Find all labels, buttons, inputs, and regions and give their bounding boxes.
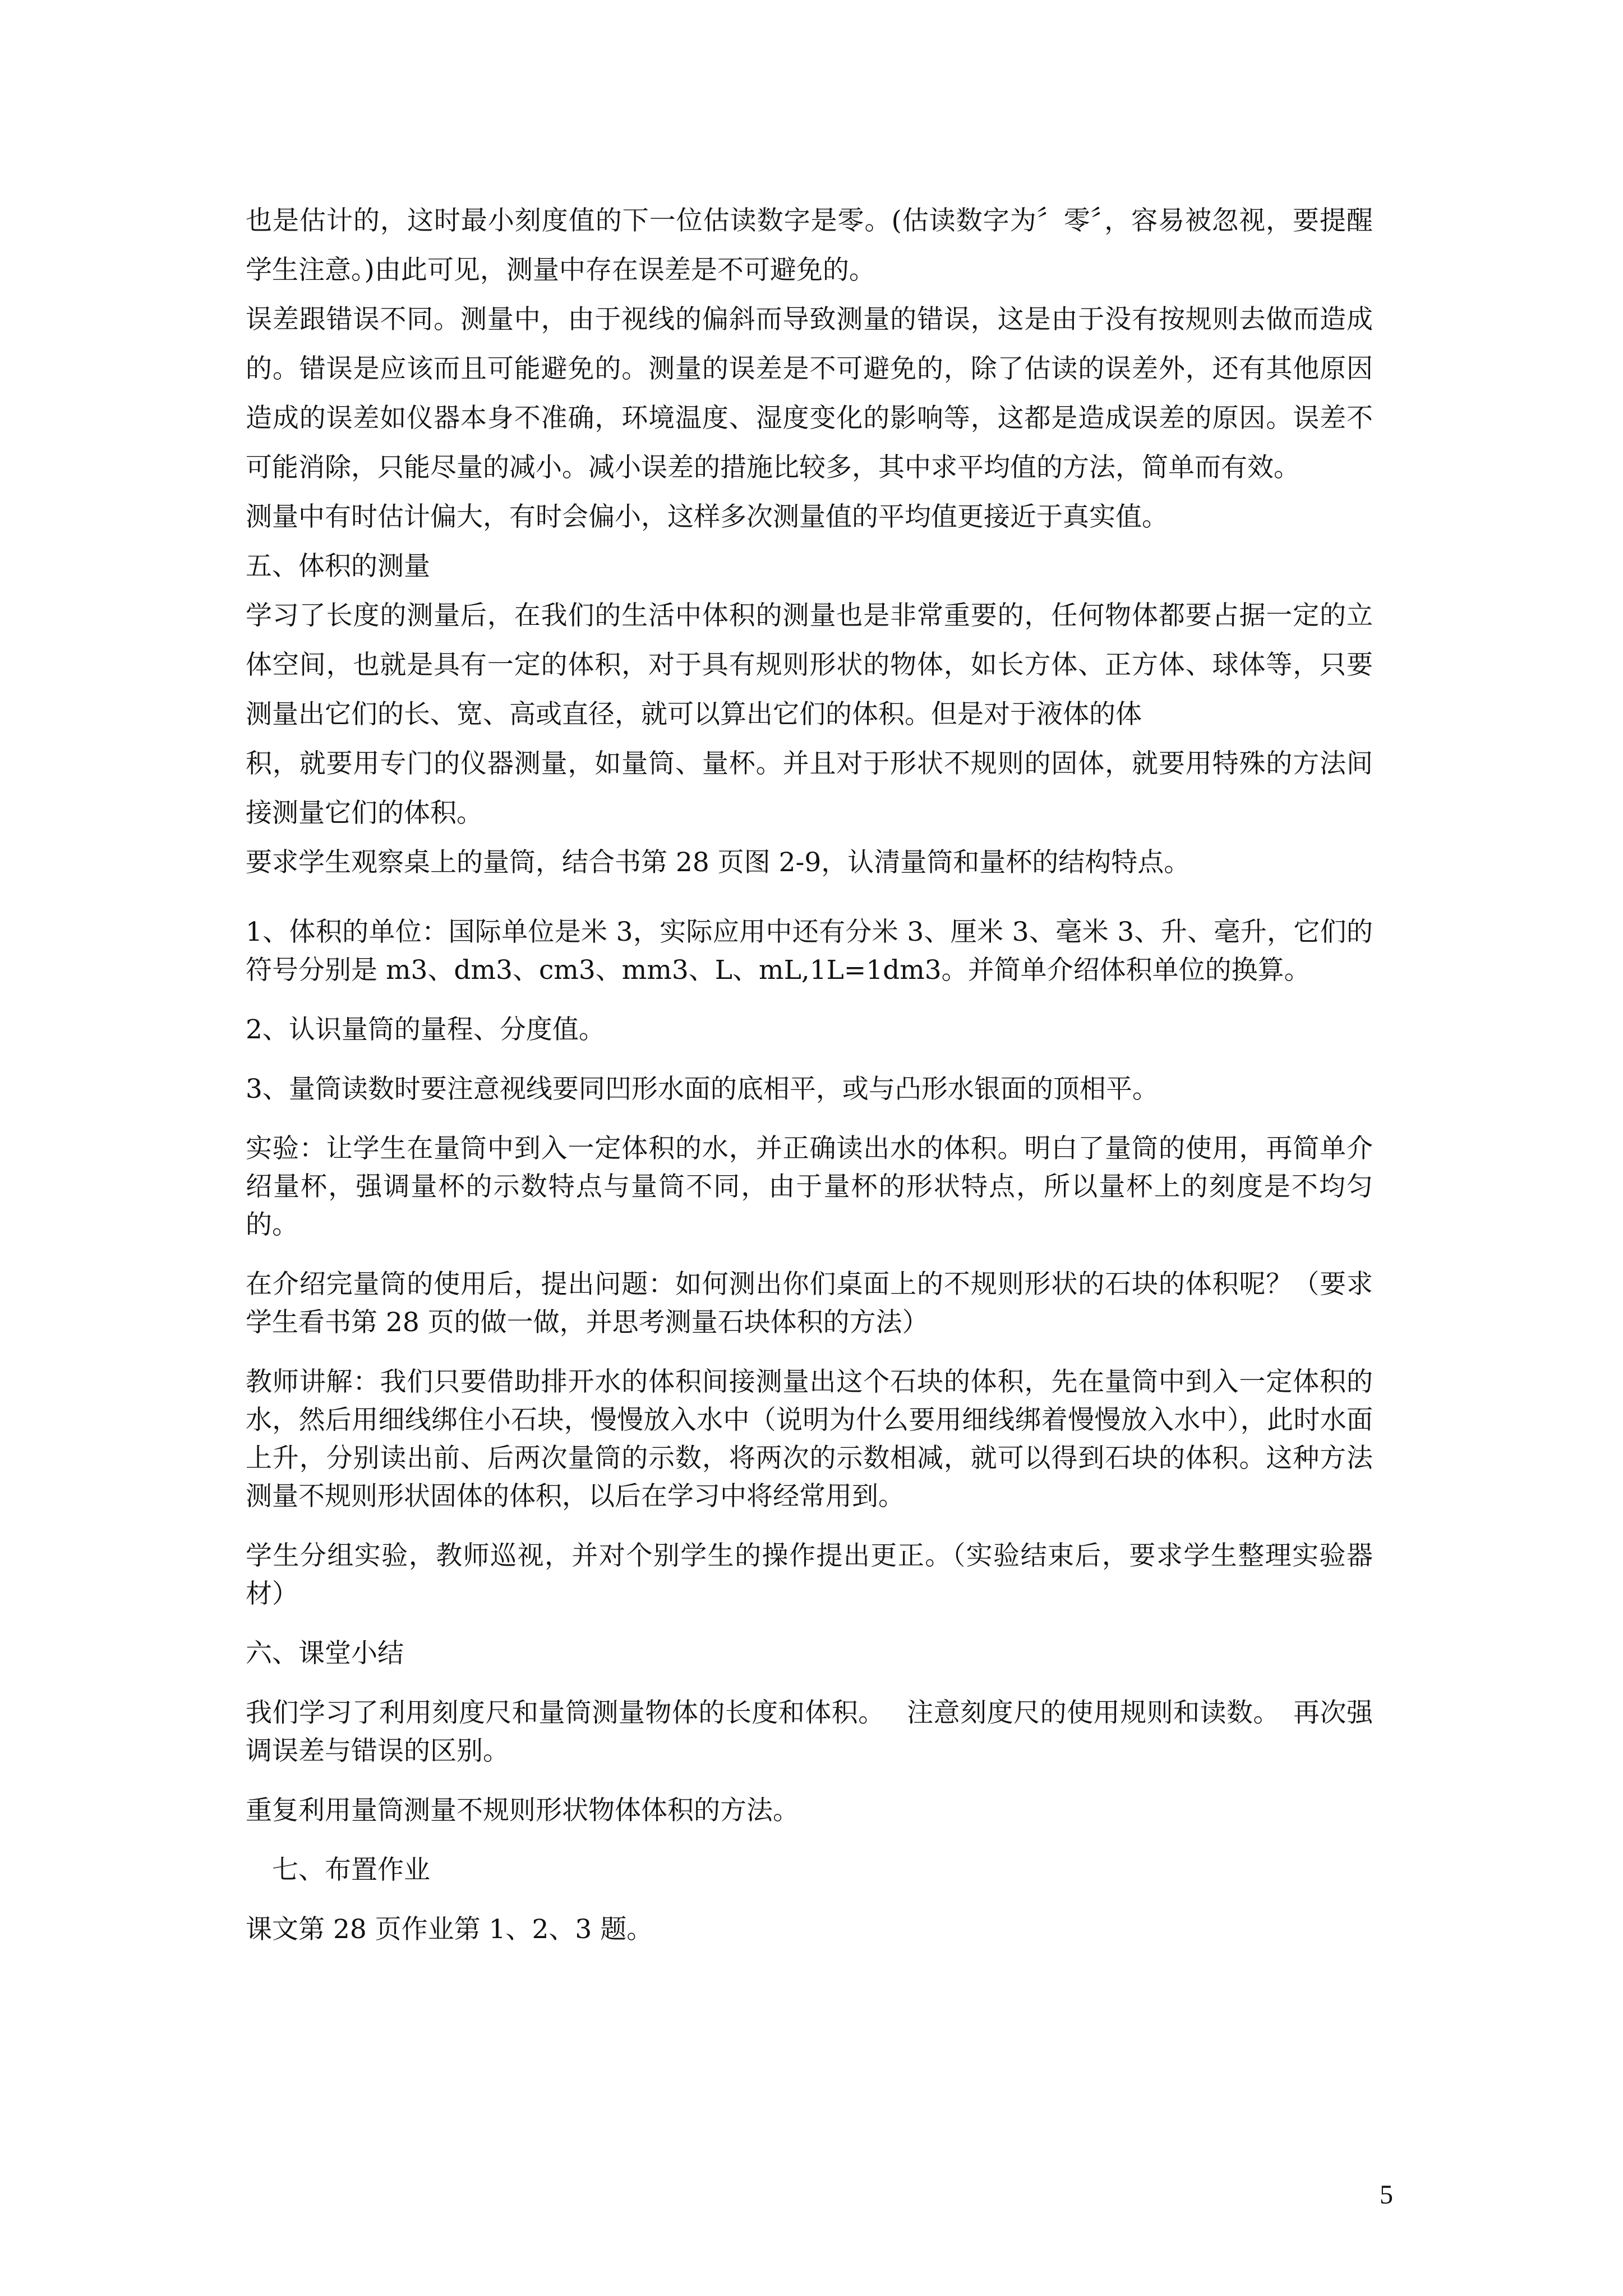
paragraph-teacher-explains: 教师讲解：我们只要借助排开水的体积间接测量出这个石块的体积，先在量筒中到入一定体积的水，然后用细线绑住小石块，慢慢放入水中（说明为什么要用细线绑着慢慢放入水中），此时水面上升，分别读出前、后两次量筒的示数，将两次的示数相减，就可以得到石块的体积。这种方法测量不规则形状固体的体积，以后在学习中将经常用到。: [246, 1366, 1373, 1512]
section-heading-homework: 七、布置作业: [246, 1855, 430, 1885]
section-heading-volume: 五、体积的测量: [246, 551, 430, 582]
paragraph-average: 测量中有时估计偏大，有时会偏小，这样多次测量值的平均值更接近于真实值。: [246, 501, 1168, 532]
paragraph-volume-intro: 学习了长度的测量后，在我们的生活中体积的测量也是非常重要的，任何物体都要占据一定的立体空间，也就是具有一定的体积，对于具有规则形状的物体，如长方体、正方体、球体等，只要测量出它们的长、宽、高或直径，就可以算出它们的体积。但是对于液体的体: [246, 600, 1373, 730]
paragraph-error-vs-mistake: 误差跟错误不同。测量中，由于视线的偏斜而导致测量的错误，这是由于没有按规则去做而造成的。错误是应该而且可能避免的。测量的误差是不可避免的，除了估读的误差外，还有其他原因造成的误差如仪器本身不准确，环境温度、湿度变化的影响等，这都是造成误差的原因。误差不可能消除，只能尽量的减小。减小误差的措施比较多，其中求平均值的方法，简单而有效。: [246, 304, 1373, 483]
paragraph-range-division: 2、认识量筒的量程、分度值。: [246, 1014, 605, 1045]
section-heading-summary: 六、课堂小结: [246, 1638, 404, 1669]
loose-section: [246, 913, 1373, 1949]
dense-section: [246, 196, 1373, 887]
paragraph-experiment: 实验：让学生在量筒中到入一定体积的水，并正确读出水的体积。明白了量筒的使用，再简单介绍量杯，强调量杯的示数特点与量筒不同，由于量杯的形状特点，所以量杯上的刻度是不均匀的。: [246, 1133, 1373, 1240]
page-content: [246, 196, 1373, 1949]
paragraph-volume-instruments: 积，就要用专门的仪器测量，如量筒、量杯。并且对于形状不规则的固体，就要用特殊的方法间接测量它们的体积。: [246, 748, 1373, 829]
page-number: 5: [1380, 2180, 1393, 2210]
paragraph-homework: 课文第 28 页作业第 1、2、3 题。: [246, 1914, 653, 1945]
paragraph-reading: 3、量筒读数时要注意视线要同凹形水面的底相平，或与凸形水银面的顶相平。: [246, 1074, 1159, 1105]
paragraph-group-experiment: 学生分组实验，教师巡视，并对个别学生的操作提出更正。（实验结束后，要求学生整理实验器材）: [246, 1540, 1373, 1609]
paragraph-question-stone: 在介绍完量筒的使用后，提出问题：如何测出你们桌面上的不规则形状的石块的体积呢？（要求学生看书第 28 页的做一做，并思考测量石块体积的方法）: [246, 1269, 1373, 1338]
paragraph-observe-cylinder: 要求学生观察桌上的量筒，结合书第 28 页图 2-9，认清量筒和量杯的结构特点。: [246, 847, 1191, 878]
paragraph-repeat-method: 重复利用量筒测量不规则形状物体体积的方法。: [246, 1795, 799, 1826]
paragraph-error-intro: 也是估计的，这时最小刻度值的下一位估读数字是零。(估读数字为〞零〞，容易被忽视，要提醒学生注意。)由此可见，测量中存在误差是不可避免的。: [246, 205, 1373, 286]
paragraph-volume-units: 1、体积的单位：国际单位是米 3，实际应用中还有分米 3、厘米 3、毫米 3、升、毫升，它们的符号分别是 m3、dm3、cm3、mm3、L、mL,1L=1dm3。并简单介绍体积单位的换算。: [246, 917, 1373, 986]
paragraph-summary: 我们学习了利用刻度尺和量筒测量物体的长度和体积。 注意刻度尺的使用规则和读数。 再次强调误差与错误的区别。: [246, 1697, 1373, 1766]
